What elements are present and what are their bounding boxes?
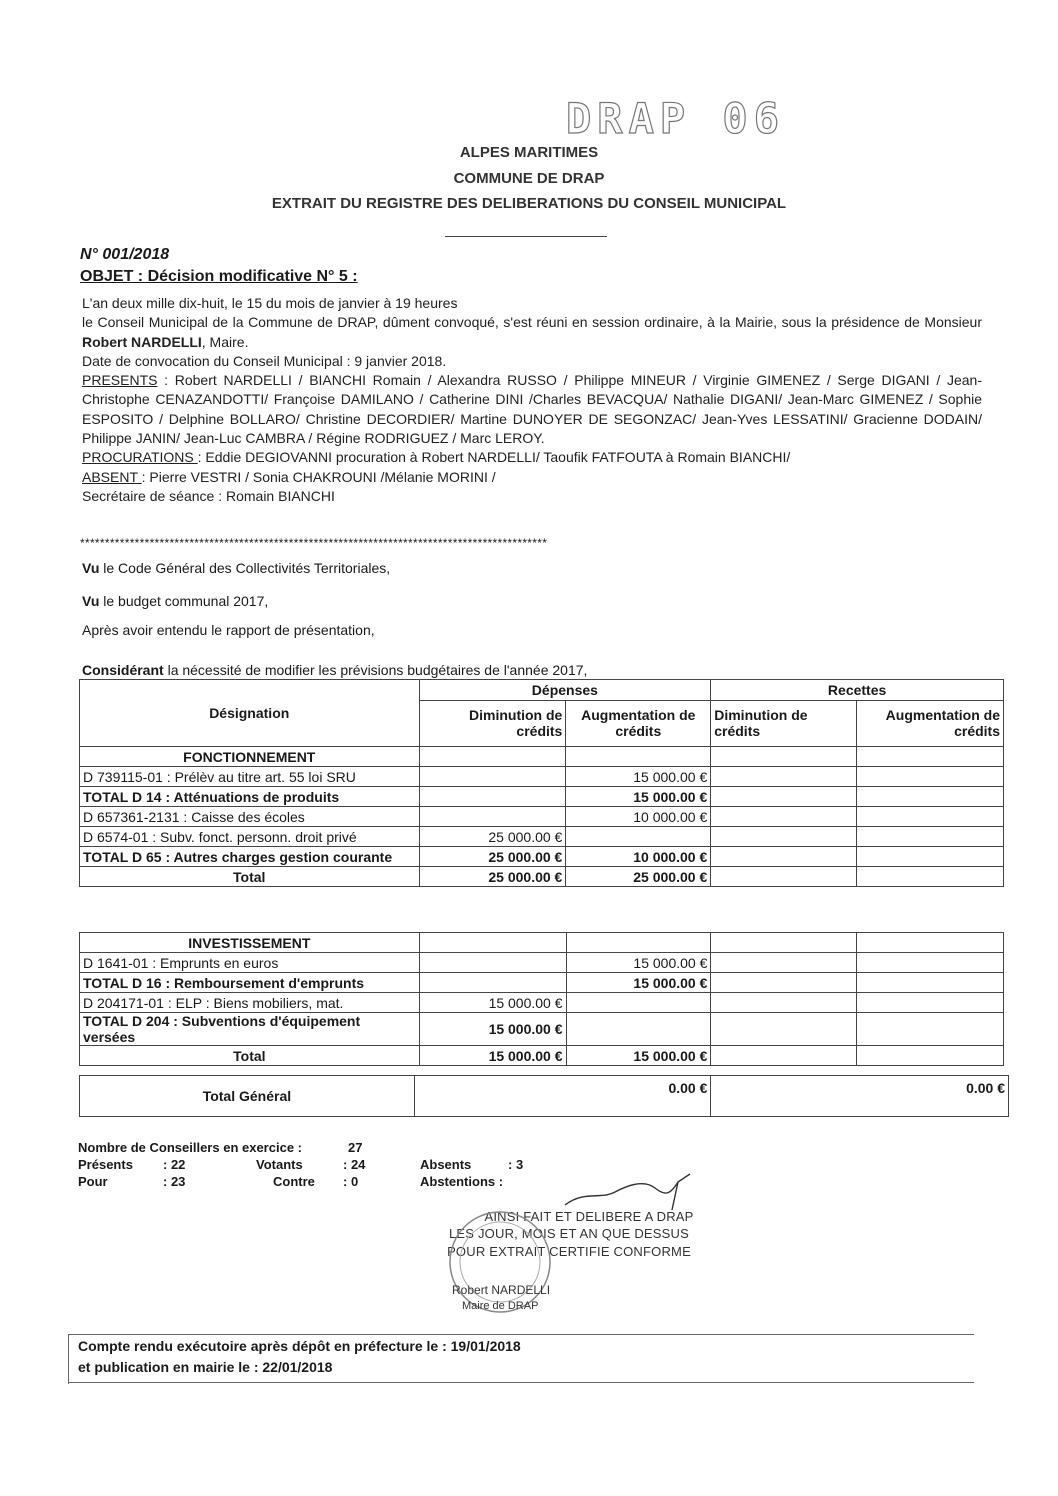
signature-line-3: POUR EXTRAIT CERTIFIE CONFORME (447, 1244, 691, 1259)
footer-publication: et publication en mairie le : 22/01/2018 (78, 1359, 333, 1375)
procurations-line (82, 448, 982, 467)
total-general-row (80, 1076, 1009, 1117)
row-dep-dim: 15 000.00 € (419, 1013, 566, 1046)
vu-text-2: le budget communal 2017, (99, 593, 269, 609)
abstentions-label: Abstentions : (420, 1174, 504, 1189)
row-dep-aug (566, 1013, 711, 1046)
department-title: ALPES MARITIMES (459, 144, 599, 161)
row-dep-aug: 15 000.00 € (566, 953, 711, 973)
contre-label: Contre (273, 1174, 315, 1189)
table-row (80, 787, 1004, 807)
table-row (80, 807, 1004, 827)
register-title: EXTRAIT DU REGISTRE DES DELIBERATIONS DU CONSEIL MUNICIPAL (271, 195, 787, 212)
footer-bottom-rule (68, 1382, 974, 1383)
en-exercice-value: 27 (348, 1140, 363, 1155)
row-designation: D 1641-01 : Emprunts en euros (80, 953, 420, 973)
signatory-name: Robert NARDELLI (452, 1283, 551, 1297)
contre-count: : 0 (343, 1174, 359, 1189)
row-rec-dim (711, 847, 857, 867)
mayor-name: Robert NARDELLI (82, 333, 202, 350)
investissement-total-row (80, 1046, 1004, 1066)
row-dep-dim: 15 000.00 € (419, 993, 566, 1013)
total-dep-aug: 25 000.00 € (566, 867, 711, 887)
deliberation-intro (82, 294, 982, 506)
row-rec-aug (857, 973, 1004, 993)
signature-line-2: LES JOUR, MOIS ET AN QUE DESSUS (448, 1226, 690, 1241)
fonctionnement-total-row (80, 867, 1004, 887)
convocation-date: Date de convocation du Conseil Municipal : 9 janvier 2018. (82, 352, 447, 369)
row-rec-dim (711, 973, 857, 993)
total-general-label: Total Général (80, 1076, 415, 1117)
row-dep-aug: 15 000.00 € (566, 973, 711, 993)
designation-header: Désignation (80, 680, 420, 747)
fonctionnement-rows (80, 767, 1004, 867)
investissement-title: INVESTISSEMENT (80, 933, 420, 953)
section-title-row (80, 747, 1004, 767)
presents-count: : 22 (163, 1157, 186, 1172)
table-row (80, 973, 1004, 993)
row-rec-aug (857, 767, 1004, 787)
absents-label: Absents (420, 1157, 472, 1172)
considerant-label: Considérant (82, 662, 164, 678)
row-rec-dim (711, 993, 857, 1013)
apres-rapport: Après avoir entendu le rapport de présentation, (82, 622, 375, 638)
table-row (80, 767, 1004, 787)
intro-date-line: L'an deux mille dix-huit, le 15 du mois de janvier à 19 heures (82, 295, 458, 311)
vu-budget (82, 593, 268, 609)
rec-dim-header: Diminution de crédits (711, 700, 857, 746)
total-label: Total (80, 1046, 420, 1066)
row-rec-aug (857, 847, 1004, 867)
row-dep-aug (566, 827, 711, 847)
footer-left-rule (68, 1334, 69, 1384)
row-rec-aug (857, 807, 1004, 827)
row-dep-aug: 15 000.00 € (566, 767, 711, 787)
total-general-table (79, 1075, 1009, 1117)
vu-text-1: le Code Général des Collectivités Territoriales, (99, 560, 391, 576)
row-dep-dim (419, 807, 566, 827)
investissement-table (79, 932, 1004, 1066)
absent-line (82, 468, 982, 487)
table-row (80, 1013, 1004, 1046)
dep-dim-header: Diminution de crédits (419, 700, 566, 746)
row-rec-aug (857, 1013, 1004, 1046)
fonctionnement-title: FONCTIONNEMENT (80, 747, 420, 767)
votants-label: Votants (256, 1157, 303, 1172)
footer-top-rule (68, 1334, 974, 1335)
total-label: Total (80, 867, 420, 887)
row-rec-dim (711, 787, 857, 807)
table-row (80, 847, 1004, 867)
total-dep-dim: 15 000.00 € (419, 1046, 566, 1066)
presents-label: PRESENTS (82, 372, 158, 389)
row-rec-aug (857, 953, 1004, 973)
row-rec-aug (857, 827, 1004, 847)
row-dep-aug: 10 000.00 € (566, 847, 711, 867)
table-row (80, 953, 1004, 973)
procurations-label: PROCURATIONS (82, 449, 198, 466)
row-rec-aug (857, 787, 1004, 807)
row-rec-dim (711, 1013, 857, 1046)
en-exercice-label: Nombre de Conseillers en exercice : (78, 1140, 302, 1155)
title-divider (445, 236, 607, 237)
vu-label-1: Vu (82, 560, 100, 576)
presents-list (82, 371, 982, 448)
secretary-line: Secrétaire de séance : Romain BIANCHI (82, 487, 335, 504)
rec-aug-header: Augmentation de crédits (857, 700, 1004, 746)
footer-prefecture: Compte rendu exécutoire après dépôt en préfecture le : 19/01/2018 (78, 1338, 521, 1354)
total-dep-dim: 25 000.00 € (419, 867, 566, 887)
presents-names: : Robert NARDELLI / BIANCHI Romain / Alexandra RUSSO / Philippe MINEUR / Virginie GIMENEZ / Serge DIGANI / Jean-Christophe CENAZANDOTTI/ Françoise DAMILANO / Catherine DINI /Charles BEVACQUA/ Nathalie DIGANI/ Jean-Marc GIMENEZ / Sophie ESPOSITO / Delphine BOLLARO/ Christine DECORDIER/ Martine DUNOYER DE SEGONZAC/ Jean-Yves LESSATINI/ Gracienne DODAIN/ Philippe JANIN/ Jean-Luc CAMBRA / Régine RODRIGUEZ / Marc LEROY. (82, 372, 982, 447)
row-dep-dim (419, 787, 566, 807)
row-dep-dim: 25 000.00 € (419, 847, 566, 867)
total-dep-aug: 15 000.00 € (566, 1046, 711, 1066)
row-designation: D 204171-01 : ELP : Biens mobiliers, mat. (80, 993, 420, 1013)
deliberation-object: OBJET : Décision modificative N° 5 : (80, 268, 358, 285)
row-dep-dim (419, 953, 566, 973)
considerant-text: la nécessité de modifier les prévisions budgétaires de l'année 2017, (163, 662, 588, 678)
signatory-role: Maire de DRAP (462, 1300, 539, 1312)
pour-label: Pour (78, 1174, 108, 1189)
considerant-line (82, 662, 587, 678)
row-rec-aug (857, 993, 1004, 1013)
table-header-row (80, 680, 1004, 701)
stamp-code: DRAP 06 (566, 94, 786, 143)
table-row (80, 827, 1004, 847)
row-designation: D 6574-01 : Subv. fonct. personn. droit privé (80, 827, 420, 847)
total-general-depenses: 0.00 € (414, 1076, 711, 1117)
vu-label-2: Vu (82, 593, 100, 609)
separator-stars: ********************************************************************************************** (80, 536, 548, 550)
signature-line-1: AINSI FAIT ET DELIBERE A DRAP (484, 1209, 694, 1224)
row-dep-aug (566, 993, 711, 1013)
row-dep-aug: 15 000.00 € (566, 787, 711, 807)
row-dep-dim (419, 767, 566, 787)
investissement-rows (80, 953, 1004, 1046)
absent-names: : Pierre VESTRI / Sonia CHAKROUNI /Mélanie MORINI / (141, 468, 496, 485)
row-dep-dim (419, 973, 566, 993)
row-designation: TOTAL D 14 : Atténuations de produits (80, 787, 420, 807)
intro-session-line (82, 313, 982, 352)
absent-label: ABSENT (82, 468, 142, 485)
vu-cgct (82, 560, 390, 576)
row-designation: TOTAL D 65 : Autres charges gestion courante (80, 847, 420, 867)
section-title-row (80, 933, 1004, 953)
deliberation-number: N° 001/2018 (80, 246, 170, 263)
row-designation: D 657361-2131 : Caisse des écoles (80, 807, 420, 827)
recettes-header: Recettes (711, 680, 1004, 701)
intro-session-text: le Conseil Municipal de la Commune de DRAP, dûment convoqué, s'est réuni en session ordinaire, à la Mairie, sous la présidence de Monsieur (82, 314, 982, 331)
row-rec-dim (711, 827, 857, 847)
row-designation: TOTAL D 204 : Subventions d'équipement versées (80, 1013, 420, 1046)
row-rec-dim (711, 767, 857, 787)
row-rec-dim (711, 953, 857, 973)
handwritten-signature (560, 1170, 700, 1220)
row-dep-aug: 10 000.00 € (566, 807, 711, 827)
presents-count-label: Présents (78, 1157, 133, 1172)
votants-count: : 24 (343, 1157, 366, 1172)
row-rec-dim (711, 807, 857, 827)
total-general-recettes: 0.00 € (711, 1076, 1009, 1117)
dep-aug-header: Augmentation de crédits (566, 700, 711, 746)
absents-count: : 3 (508, 1157, 524, 1172)
depenses-header: Dépenses (419, 680, 711, 701)
row-designation: TOTAL D 16 : Remboursement d'emprunts (80, 973, 420, 993)
procurations-text: : Eddie DEGIOVANNI procuration à Robert NARDELLI/ Taoufik FATFOUTA à Romain BIANCHI/ (197, 449, 791, 466)
row-dep-dim: 25 000.00 € (419, 827, 566, 847)
pour-count: : 23 (163, 1174, 186, 1189)
commune-title: COMMUNE DE DRAP (453, 170, 605, 187)
intro-session-end: , Maire. (201, 333, 249, 350)
row-designation: D 739115-01 : Prélèv au titre art. 55 loi SRU (80, 767, 420, 787)
table-row (80, 993, 1004, 1013)
fonctionnement-table (79, 679, 1004, 887)
